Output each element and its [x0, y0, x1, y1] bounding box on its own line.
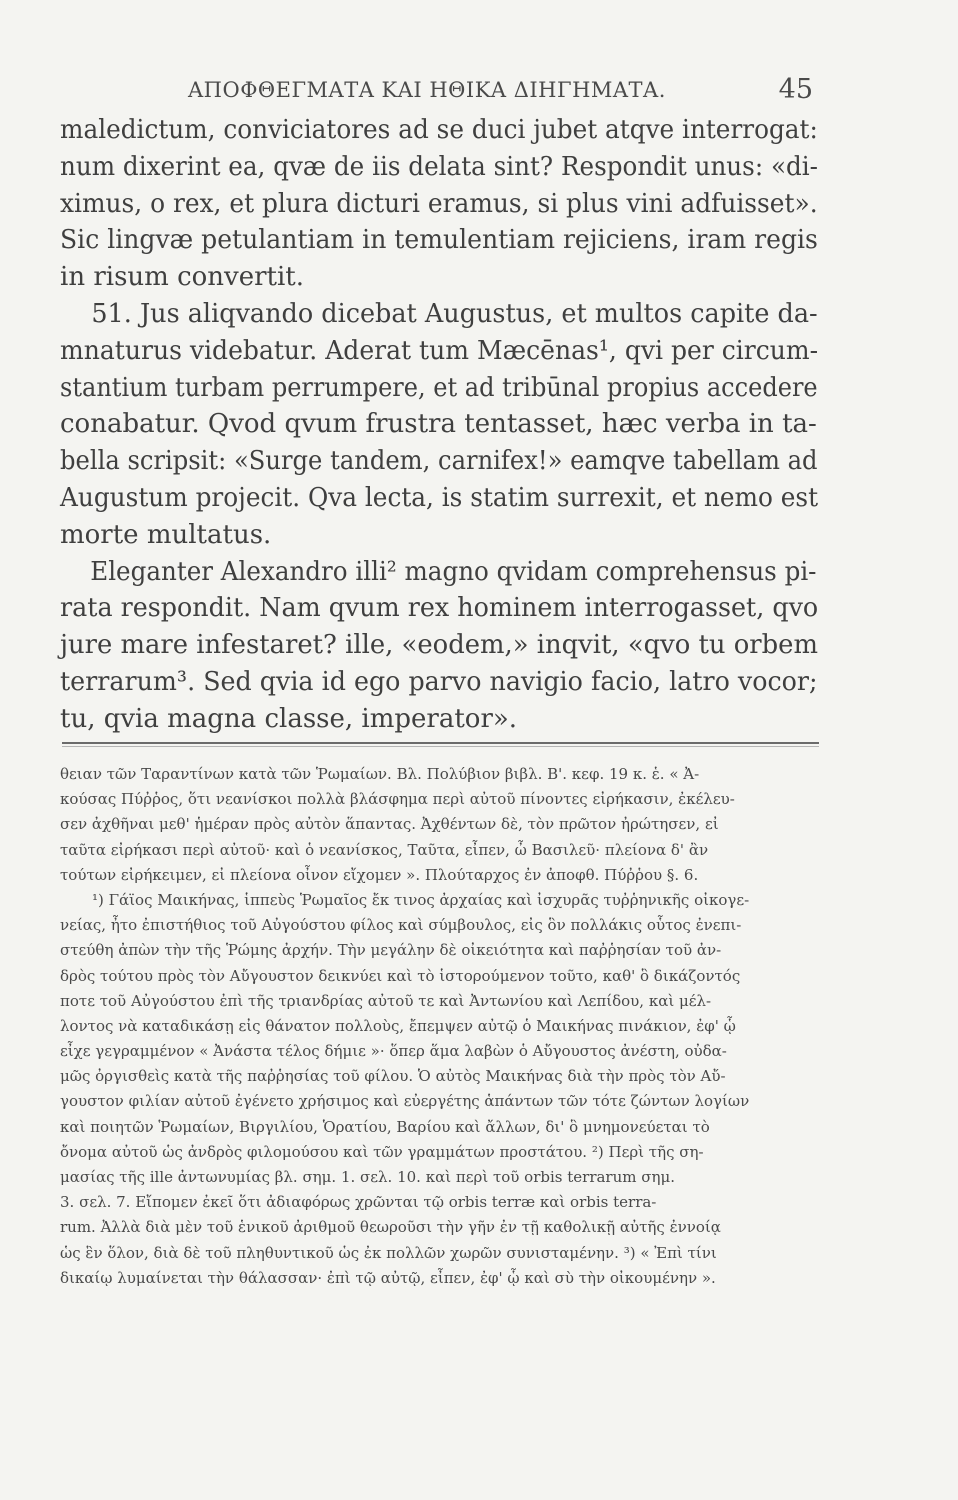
- footnote-line: θειαν τῶν Ταραντίνων κατὰ τῶν Ῥωμαίων. Βλ. Πολύβιον βιβλ. Β'. κεφ. 19 κ. ἑ. « Ἀ-: [60, 765, 700, 783]
- footnote-line: μῶς ὀργισθεὶς κατὰ τῆς παῤῥησίας τοῦ φίλου. Ὁ αὐτὸς Μαικήνας διὰ τὴν πρὸς τὸν Αὔ-: [60, 1067, 726, 1086]
- footnote-line: δικαίῳ λυμαίνεται τὴν θάλασσαν· ἐπὶ τῷ αὐτῷ, εἶπεν, ἐφ' ᾧ καὶ σὺ τὴν οἰκουμένην ».: [60, 1268, 716, 1287]
- text-line: terrarum³. Sed qvia id ego parvo navigio facio, latro vocor;: [60, 666, 818, 697]
- text-line: bella scripsit: «Surge tandem, carnifex!» eamqve tabellam ad: [60, 446, 818, 477]
- text-line: maledictum, conviciatores ad se duci jubet atqve interrogat:: [60, 115, 818, 145]
- text-line: Sic lingvæ petulantiam in temulentiam rejiciens, iram regis: [60, 225, 818, 256]
- footnote-line: καὶ ποιητῶν Ῥωμαίων, Βιργιλίου, Ὁρατίου, Βαρίου καὶ ἄλλων, δι' ὃ μνημονεύεται τὸ: [60, 1117, 710, 1136]
- footnote-line: ταῦτα εἰρήκασι περὶ αὐτοῦ· καὶ ὁ νεανίσκος, Ταῦτα, εἶπεν, ὦ Βασιλεῦ· πλείονα δ' ἂν: [60, 840, 709, 859]
- text-line: conabatur. Qvod qvum frustra tentasset, hæc verba in ta-: [60, 409, 817, 440]
- main-text: [60, 112, 820, 738]
- footnote-line: rum. Ἀλλὰ διὰ μὲν τοῦ ἑνικοῦ ἀριθμοῦ θεωροῦσι τὴν γῆν ἐν τῇ καθολικῇ αὐτῆς ἐννοίᾳ: [60, 1218, 721, 1237]
- page-header: [188, 74, 813, 110]
- footnote-line: ὡς ἓν ὅλον, διὰ δὲ τοῦ πληθυντικοῦ ὡς ἐκ πολλῶν χωρῶν συνισταμένην. ³) « Ἐπὶ τίνι: [60, 1243, 717, 1262]
- text-line: mnaturus videbatur. Aderat tum Mæcēnas¹, qvi per circum-: [60, 335, 819, 366]
- text-line: num dixerint ea, qvæ de iis delata sint? Respondit unus: «di-: [60, 151, 818, 182]
- footnote-line: τούτων εἰρήκειμεν, εἰ πλείονα οἶνον εἴχομεν ». Πλούταρχος ἐν ἀποφθ. Πύῤῥου §. 6.: [60, 865, 699, 884]
- footnote-line: ὄνομα αὐτοῦ ὡς ἀνδρὸς φιλομούσου καὶ τῶν γραμμάτων προστάτου. ²) Περὶ τῆς ση-: [60, 1142, 704, 1161]
- text-line: jure mare infestaret? ille, «eodem,» inqvit, «qvo tu orbem: [60, 630, 818, 661]
- footnote-line: νείας, ἦτο ἐπιστήθιος τοῦ Αὐγούστου φίλος καὶ σύμβουλος, εἰς ὃν πολλάκις οὗτος ἐνεπι-: [60, 916, 742, 935]
- footnote-line: 3. σελ. 7. Εἴπομεν ἐκεῖ ὅτι ἀδιαφόρως χρῶνται τῷ orbis terræ καὶ orbis terra-: [60, 1193, 657, 1212]
- text-line: 51. Jus aliqvando dicebat Augustus, et multos capite da-: [91, 298, 818, 329]
- footnote-line: ¹) Γάϊος Μαικήνας, ἱππεὺς Ῥωμαῖος ἔκ τινος ἀρχαίας καὶ ἰσχυρᾶς τυῤῥηνικῆς οἰκογε-: [92, 890, 750, 909]
- footnote-line: σεν ἀχθῆναι μεθ' ἡμέραν πρὸς αὐτὸν ἅπαντας. Ἀχθέντων δὲ, τὸν πρῶτον ἠρώτησεν, εἰ: [60, 815, 719, 834]
- footnote-line: κούσας Πύῤῥος, ὅτι νεανίσκοι πολλὰ βλάσφημα περὶ αὐτοῦ πίνοντες εἰρήκασιν, ἐκέλευ-: [60, 790, 735, 809]
- footnote-line: μασίας τῆς ille ἀντωνυμίας βλ. σημ. 1. σελ. 10. καὶ περὶ τοῦ orbis terrarum σημ.: [60, 1168, 675, 1186]
- text-line: morte multatus.: [60, 519, 272, 550]
- page-number: 45: [778, 74, 813, 105]
- footnote-line: ποτε τοῦ Αὐγούστου ἐπὶ τῆς τριανδρίας αὐτοῦ τε καὶ Ἀντωνίου καὶ Λεπίδου, καὶ μέλ-: [60, 991, 712, 1010]
- footnote-divider: [62, 742, 819, 744]
- text-line: stantium turbam perrumpere, et ad tribūnal propius accedere: [60, 372, 818, 403]
- footnote-line: λοντος νὰ καταδικάσῃ εἰς θάνατον πολλοὺς, ἔπεμψεν αὐτῷ ὁ Μαικήνας πινάκιον, ἐφ' ᾧ: [60, 1016, 736, 1035]
- footnotes: [60, 762, 820, 1291]
- text-line: Eleganter Alexandro illi² magno qvidam comprehensus pi-: [90, 556, 817, 587]
- text-line: Augustum projecit. Qva lecta, is statim surrexit, et nemo est: [60, 482, 819, 513]
- text-line: tu, qvia magna classe, imperator».: [60, 703, 518, 734]
- running-title: ΑΠΟΦΘΕΓΜΑΤΑ ΚΑΙ ΗΘΙΚΑ ΔΙΗΓΗΜΑΤΑ.: [188, 78, 666, 102]
- text-line: rata respondit. Nam qvum rex hominem interrogasset, qvo: [60, 593, 819, 624]
- footnote-line: στεύθη ἀπὼν τὴν τῆς Ῥώμης ἀρχήν. Τὴν μεγάλην δὲ οἰκειότητα καὶ παῤῥησίαν τοῦ ἀν-: [60, 941, 722, 960]
- footnote-line: εἶχε γεγραμμένον « Ἀνάστα τέλος δήμιε »· ὅπερ ἅμα λαβὼν ὁ Αὔγουστος ἀνέστη, οὐδα-: [60, 1042, 727, 1061]
- footnote-line: δρὸς τούτου πρὸς τὸν Αὔγουστον δεικνύει καὶ τὸ ἱστορούμενον τοῦτο, καθ' ὃ δικάζοντός: [60, 966, 741, 985]
- text-line: in risum convertit.: [60, 262, 305, 293]
- footnote-line: γουστον φιλίαν αὐτοῦ ἐγένετο χρήσιμος καὶ εὐεργέτης ἁπάντων τῶν τότε ζώντων λογίων: [60, 1092, 750, 1111]
- text-line: ximus, o rex, et plura dicturi eramus, si plus vini adfuisset».: [60, 188, 818, 219]
- footnote-divider-thin: [62, 746, 819, 747]
